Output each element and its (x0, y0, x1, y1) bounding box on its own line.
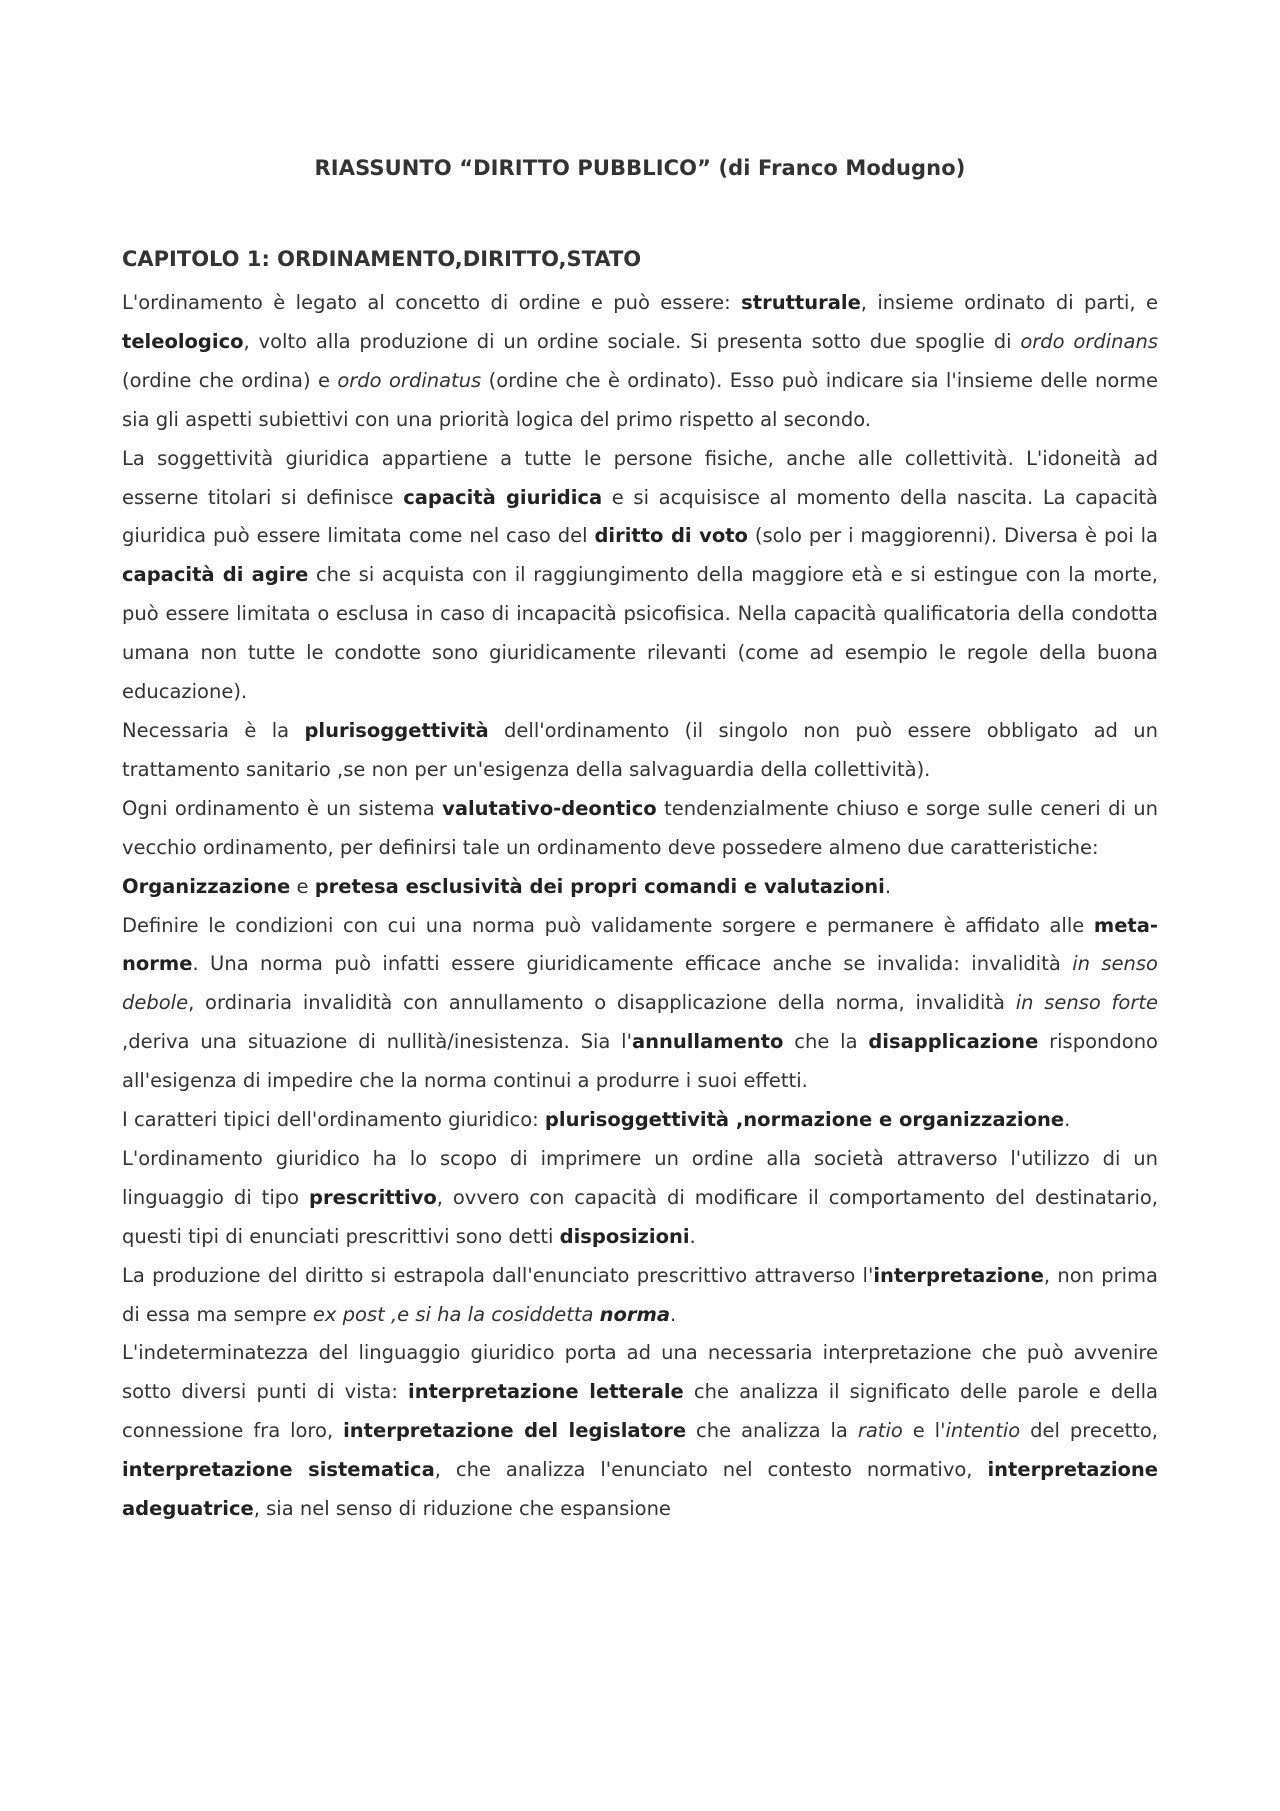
italic-term: intentio (945, 1419, 1021, 1443)
text-segment: ,deriva una situazione di nullità/inesistenza. Sia l' (122, 1030, 632, 1054)
text-segment: . (689, 1224, 696, 1248)
text-segment: , volto alla produzione di un ordine sociale. Si presenta sotto due spoglie di (243, 329, 1021, 353)
paragraph-p5 (122, 868, 1158, 907)
body-text (122, 284, 1158, 1529)
text-segment: , insieme ordinato di parti, e (860, 291, 1159, 314)
bold-term: interpretazione sistematica (122, 1458, 435, 1482)
text-segment: che analizza il significato delle parole e della connessione fra loro, (122, 1380, 1158, 1443)
text-segment: , sia nel senso di riduzione che espansione (253, 1497, 671, 1521)
paragraph-p6 (122, 907, 1158, 1102)
text-segment: , ovvero con capacità di modificare il comportamento del destinatario, questi tipi di enunciati prescrittivi sono detti (122, 1185, 1159, 1248)
bold-italic-term: norma (599, 1302, 671, 1326)
paragraph-p8 (122, 1140, 1158, 1257)
bold-term: interpretazione letterale (408, 1380, 684, 1404)
text-segment: L'indeterminatezza del linguaggio giuridico porta ad una necessaria interpretazione che può avvenire sotto diversi punti di vista: (122, 1341, 1158, 1404)
text-segment: . (670, 1302, 677, 1326)
bold-term: Organizzazione (122, 874, 291, 898)
bold-term: capacità di agire (122, 563, 309, 587)
text-segment: e l' (902, 1419, 946, 1443)
text-segment: tendenzialmente chiuso e sorge sulle ceneri di un vecchio ordinamento, per definirsi tale un ordinamento deve possedere almeno due caratteristiche: (122, 796, 1159, 859)
text-segment: che si acquista con il raggiungimento della maggiore età e si estingue con la morte, può essere limitata o esclusa in caso di incapacità psicofisica. Nella capacità qualificatoria della condotta umana non tutte le condotte sono giuridicamente rilevanti (come ad esempio le regole della buona educazione). (122, 563, 1159, 704)
text-segment: rispondono all'esigenza di impedire che la norma continui a produrre i suoi effetti. (122, 1030, 1158, 1093)
bold-term: prescrittivo (309, 1185, 437, 1209)
text-segment: Ogni ordinamento è un sistema (122, 796, 443, 820)
bold-term: pretesa esclusività dei propri comandi e valutazioni (314, 874, 885, 898)
text-segment: La produzione del diritto si estrapola dall'enunciato prescrittivo attraverso l' (122, 1263, 874, 1287)
bold-term: diritto di voto (594, 524, 748, 548)
bold-term: plurisoggettività ,normazione e organizzazione (544, 1108, 1065, 1132)
text-segment: , ordinaria invalidità con annullamento o disapplicazione della norma, invalidità (188, 991, 1016, 1015)
paragraph-p1 (122, 284, 1158, 440)
italic-term: ex post ,e si ha la cosiddetta (312, 1302, 600, 1326)
chapter-heading: CAPITOLO 1: ORDINAMENTO,DIRITTO,STATO (122, 247, 642, 271)
bold-term: interpretazione adeguatrice (122, 1458, 1159, 1521)
paragraph-p9 (122, 1257, 1158, 1335)
italic-term: ordo ordinatus (337, 368, 482, 392)
bold-term: capacità giuridica (403, 485, 603, 509)
italic-term: ordo ordinans (1020, 329, 1158, 353)
paragraph-p10 (122, 1334, 1158, 1529)
text-segment: . Una norma può infatti essere giuridicamente efficace anche se invalida: invalidità (192, 952, 1073, 976)
text-segment: che la (783, 1030, 869, 1054)
bold-term: disapplicazione (868, 1030, 1039, 1054)
bold-term: interpretazione del legislatore (343, 1419, 687, 1443)
document-title: RIASSUNTO “DIRITTO PUBBLICO” (di Franco Modugno) (314, 156, 966, 180)
text-segment: (solo per i maggiorenni). Diversa è poi la (747, 524, 1158, 548)
paragraph-p2 (122, 440, 1158, 712)
text-segment: e (290, 874, 315, 898)
text-segment: e si acquisisce al momento della nascita. La capacità giuridica può essere limitata come nel caso del (122, 485, 1158, 548)
text-segment: L'ordinamento giuridico ha lo scopo di imprimere un ordine alla società attraverso l'utilizzo di un linguaggio di tipo (122, 1146, 1158, 1209)
italic-term: ratio (857, 1419, 903, 1443)
bold-term: strutturale (741, 291, 861, 314)
paragraph-p4 (122, 790, 1158, 868)
bold-term: teleologico (122, 329, 244, 353)
text-segment: (ordine che ordina) e (122, 368, 338, 392)
bold-term: annullamento (631, 1030, 784, 1054)
text-segment: La soggettività giuridica appartiene a tutte le persone fisiche, anche alle collettività. L'idoneità ad esserne titolari si definisce (122, 446, 1158, 509)
italic-term: in senso debole (122, 952, 1158, 1015)
text-segment: , non prima di essa ma sempre (122, 1263, 1158, 1326)
bold-term: plurisoggettività (304, 718, 489, 742)
italic-term: in senso forte (1015, 991, 1158, 1015)
text-segment: del precetto, (1020, 1419, 1158, 1443)
text-segment: L'ordinamento è legato al concetto di ordine e può essere: (122, 291, 742, 314)
text-segment: Necessaria è la (122, 718, 305, 742)
text-segment: . (884, 874, 892, 898)
text-segment: dell'ordinamento (il singolo non può essere obbligato ad un trattamento sanitario ,se non per un'esigenza della salvaguardia della collettività). (122, 718, 1158, 781)
bold-term: interpretazione (873, 1263, 1044, 1287)
text-segment: , che analizza l'enunciato nel contesto normativo, (434, 1458, 988, 1482)
text-segment: I caratteri tipici dell'ordinamento giuridico: (122, 1108, 545, 1132)
bold-term: valutativo-deontico (442, 796, 657, 820)
bold-term: meta-norme (122, 913, 1158, 976)
text-segment: Definire le condizioni con cui una norma può validamente sorgere e permanere è affidato alle (122, 913, 1094, 937)
paragraph-p7 (122, 1101, 1158, 1140)
text-segment: che analizza la (686, 1419, 858, 1443)
text-segment: . (1064, 1108, 1071, 1132)
paragraph-p3 (122, 712, 1158, 790)
bold-term: disposizioni (559, 1224, 690, 1248)
text-segment: (ordine che è ordinato). Esso può indicare sia l'insieme delle norme sia gli aspetti subiettivi con una priorità logica del primo rispetto al secondo. (122, 368, 1158, 431)
